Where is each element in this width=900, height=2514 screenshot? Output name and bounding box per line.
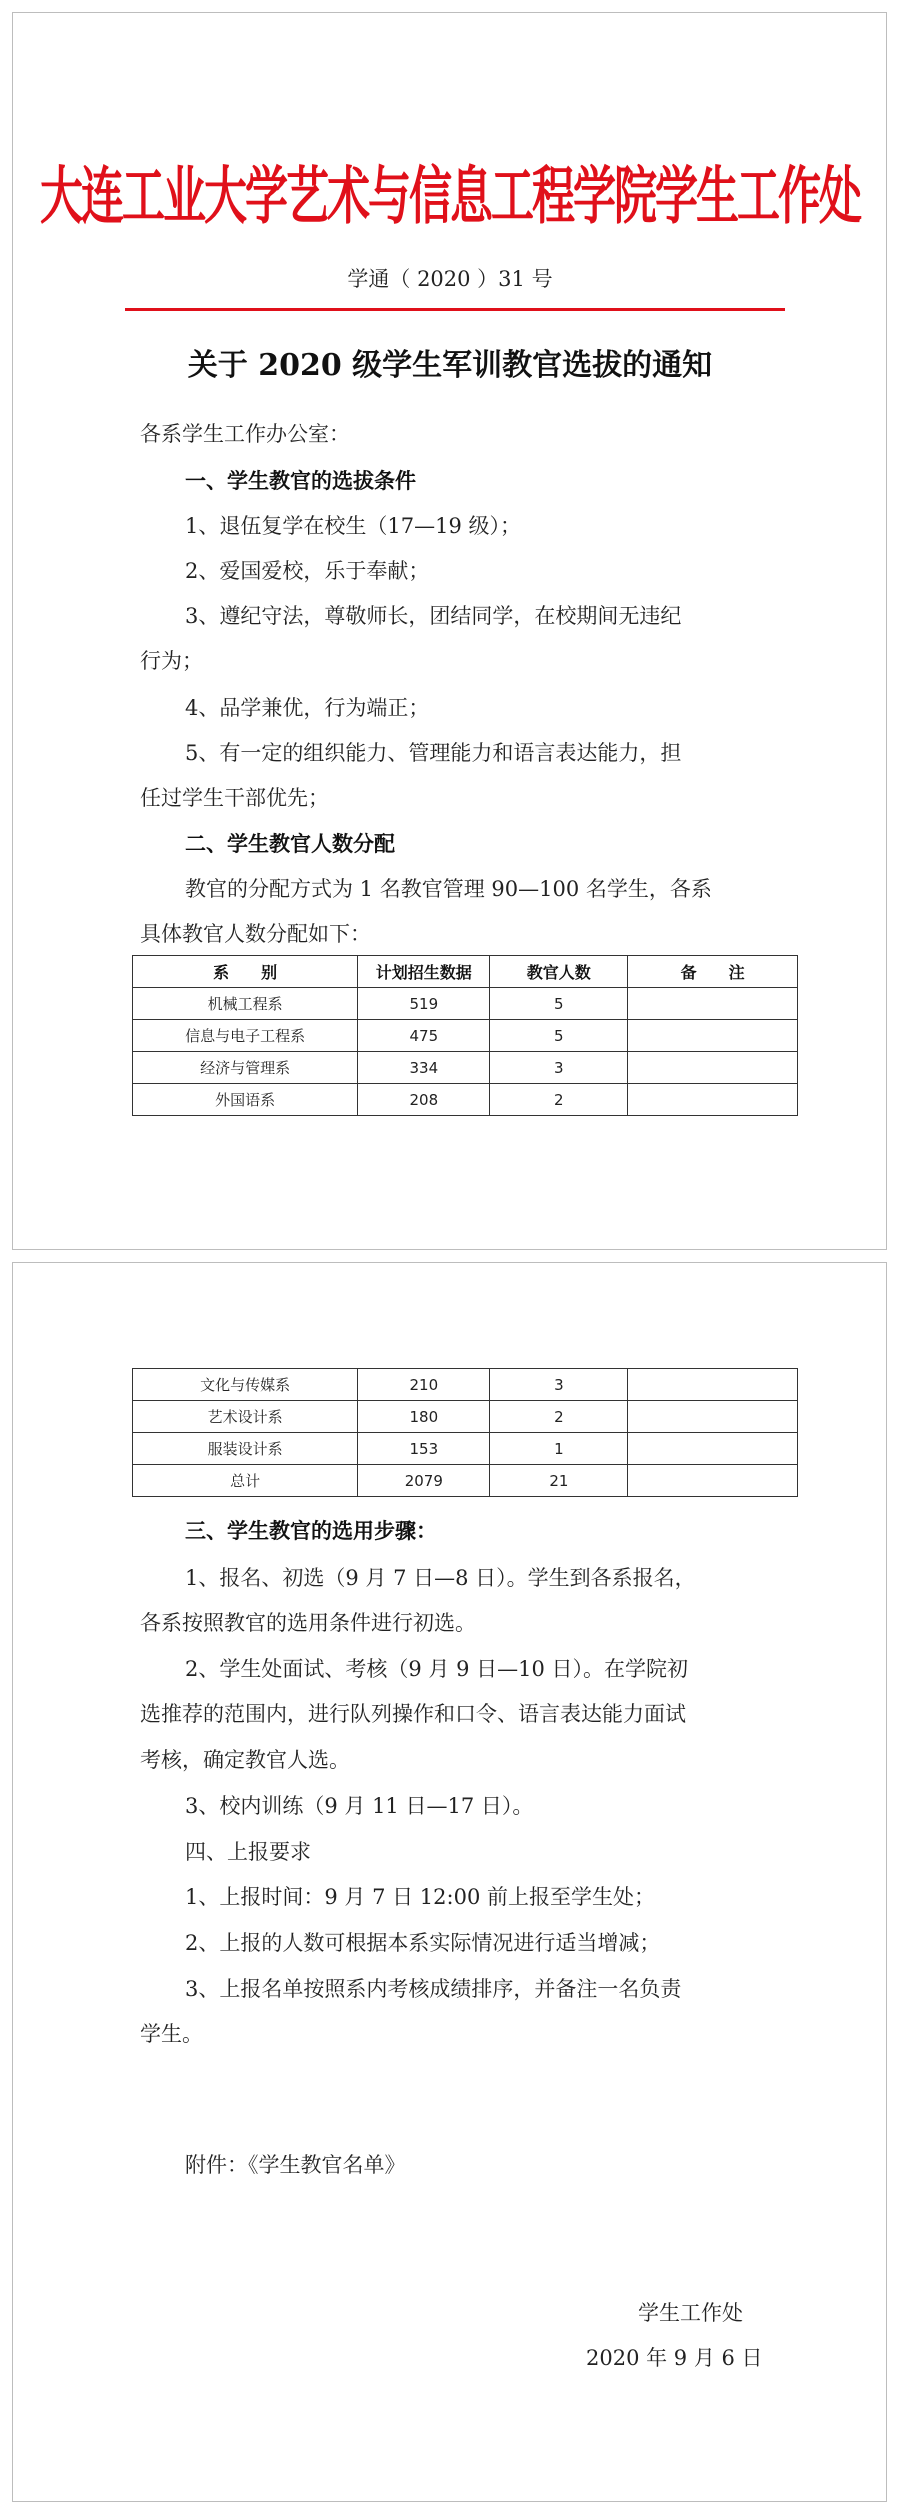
cell-remarks bbox=[628, 1401, 798, 1433]
cell-department: 文化与传媒系 bbox=[133, 1369, 358, 1401]
section-heading-1: 一、学生教官的选拔条件 bbox=[185, 468, 416, 493]
allocation-text: 教官的分配方式为 1 名教官管理 90—100 名学生，各系 bbox=[185, 877, 712, 901]
cell-total-instructors: 21 bbox=[490, 1465, 628, 1497]
signature-office: 学生工作处 bbox=[638, 2301, 743, 2325]
cell-total-enrollment: 2079 bbox=[358, 1465, 490, 1497]
step-2: 2、学生处面试、考核（9 月 9 日—10 日）。在学院初 bbox=[185, 1657, 689, 1681]
cell-remarks bbox=[628, 1020, 798, 1052]
addressee: 各系学生工作办公室： bbox=[140, 422, 350, 446]
condition-1: 1、退伍复学在校生（17—19 级）； bbox=[185, 514, 521, 538]
condition-3: 3、遵纪守法，尊敬师长，团结同学，在校期间无违纪 bbox=[185, 604, 682, 628]
cell-remarks bbox=[628, 1433, 798, 1465]
requirement-3-cont: 学生。 bbox=[140, 2022, 203, 2046]
cell-instructors: 3 bbox=[490, 1369, 628, 1401]
header-enrollment: 计划招生数据 bbox=[358, 956, 490, 988]
cell-remarks bbox=[628, 1052, 798, 1084]
issuing-office-header: 大连工业大学艺术与信息工程学院学生工作处 bbox=[40, 161, 860, 234]
cell-enrollment: 519 bbox=[358, 988, 490, 1020]
signature-date: 2020 年 9 月 6 日 bbox=[586, 2346, 763, 2370]
table-row bbox=[133, 1401, 798, 1433]
instructor-allocation-table-continued bbox=[132, 1368, 798, 1497]
cell-remarks bbox=[628, 988, 798, 1020]
header-remarks: 备 注 bbox=[628, 956, 798, 988]
step-2-cont-1: 选推荐的范围内，进行队列操作和口令、语言表达能力面试 bbox=[140, 1702, 686, 1726]
step-3: 3、校内训练（9 月 11 日—17 日）。 bbox=[185, 1794, 534, 1818]
table-row bbox=[133, 1084, 798, 1116]
header-department: 系 别 bbox=[133, 956, 358, 988]
document-number: 学通（ 2020 ）31 号 bbox=[347, 267, 553, 291]
cell-instructors: 3 bbox=[490, 1052, 628, 1084]
allocation-text-cont: 具体教官人数分配如下： bbox=[140, 922, 371, 946]
cell-department: 信息与电子工程系 bbox=[133, 1020, 358, 1052]
cell-total-label: 总计 bbox=[133, 1465, 358, 1497]
cell-enrollment: 153 bbox=[358, 1433, 490, 1465]
condition-3-cont: 行为； bbox=[140, 649, 203, 673]
condition-4: 4、品学兼优，行为端正； bbox=[185, 696, 430, 720]
condition-2: 2、爱国爱校，乐于奉献； bbox=[185, 559, 430, 583]
cell-remarks bbox=[628, 1084, 798, 1116]
condition-5: 5、有一定的组织能力、管理能力和语言表达能力，担 bbox=[185, 741, 682, 765]
requirement-2: 2、上报的人数可根据本系实际情况进行适当增减； bbox=[185, 1931, 661, 1955]
table-row bbox=[133, 1052, 798, 1084]
cell-department: 机械工程系 bbox=[133, 988, 358, 1020]
cell-enrollment: 210 bbox=[358, 1369, 490, 1401]
section-heading-2: 二、学生教官人数分配 bbox=[185, 831, 395, 856]
table-row bbox=[133, 1433, 798, 1465]
table-row bbox=[133, 1369, 798, 1401]
table-total-row bbox=[133, 1465, 798, 1497]
cell-instructors: 5 bbox=[490, 988, 628, 1020]
cell-enrollment: 208 bbox=[358, 1084, 490, 1116]
table-row bbox=[133, 1020, 798, 1052]
step-1: 1、报名、初选（9 月 7 日—8 日）。学生到各系报名， bbox=[185, 1566, 696, 1590]
step-1-cont: 各系按照教官的选用条件进行初选。 bbox=[140, 1611, 476, 1635]
cell-instructors: 2 bbox=[490, 1084, 628, 1116]
cell-remarks bbox=[628, 1369, 798, 1401]
table-header-row bbox=[133, 956, 798, 988]
cell-instructors: 2 bbox=[490, 1401, 628, 1433]
cell-department: 经济与管理系 bbox=[133, 1052, 358, 1084]
step-2-cont-2: 考核，确定教官人选。 bbox=[140, 1748, 350, 1772]
condition-5-cont: 任过学生干部优先； bbox=[140, 786, 329, 810]
section-heading-4: 四、上报要求 bbox=[185, 1840, 311, 1864]
cell-department: 外国语系 bbox=[133, 1084, 358, 1116]
section-heading-3: 三、学生教官的选用步骤： bbox=[185, 1518, 437, 1543]
cell-department: 艺术设计系 bbox=[133, 1401, 358, 1433]
requirement-3: 3、上报名单按照系内考核成绩排序，并备注一名负责 bbox=[185, 1977, 682, 2001]
cell-remarks bbox=[628, 1465, 798, 1497]
notice-title: 关于 2020 级学生军训教官选拔的通知 bbox=[187, 348, 713, 383]
cell-instructors: 5 bbox=[490, 1020, 628, 1052]
cell-enrollment: 334 bbox=[358, 1052, 490, 1084]
cell-instructors: 1 bbox=[490, 1433, 628, 1465]
requirement-1: 1、上报时间：9 月 7 日 12:00 前上报至学生处； bbox=[185, 1885, 655, 1909]
attachment-note: 附件：《学生教官名单》 bbox=[185, 2153, 406, 2177]
cell-enrollment: 180 bbox=[358, 1401, 490, 1433]
cell-enrollment: 475 bbox=[358, 1020, 490, 1052]
instructor-allocation-table bbox=[132, 955, 798, 1116]
header-instructor-count: 教官人数 bbox=[490, 956, 628, 988]
table-row bbox=[133, 988, 798, 1020]
red-divider-line bbox=[125, 308, 785, 311]
cell-department: 服装设计系 bbox=[133, 1433, 358, 1465]
